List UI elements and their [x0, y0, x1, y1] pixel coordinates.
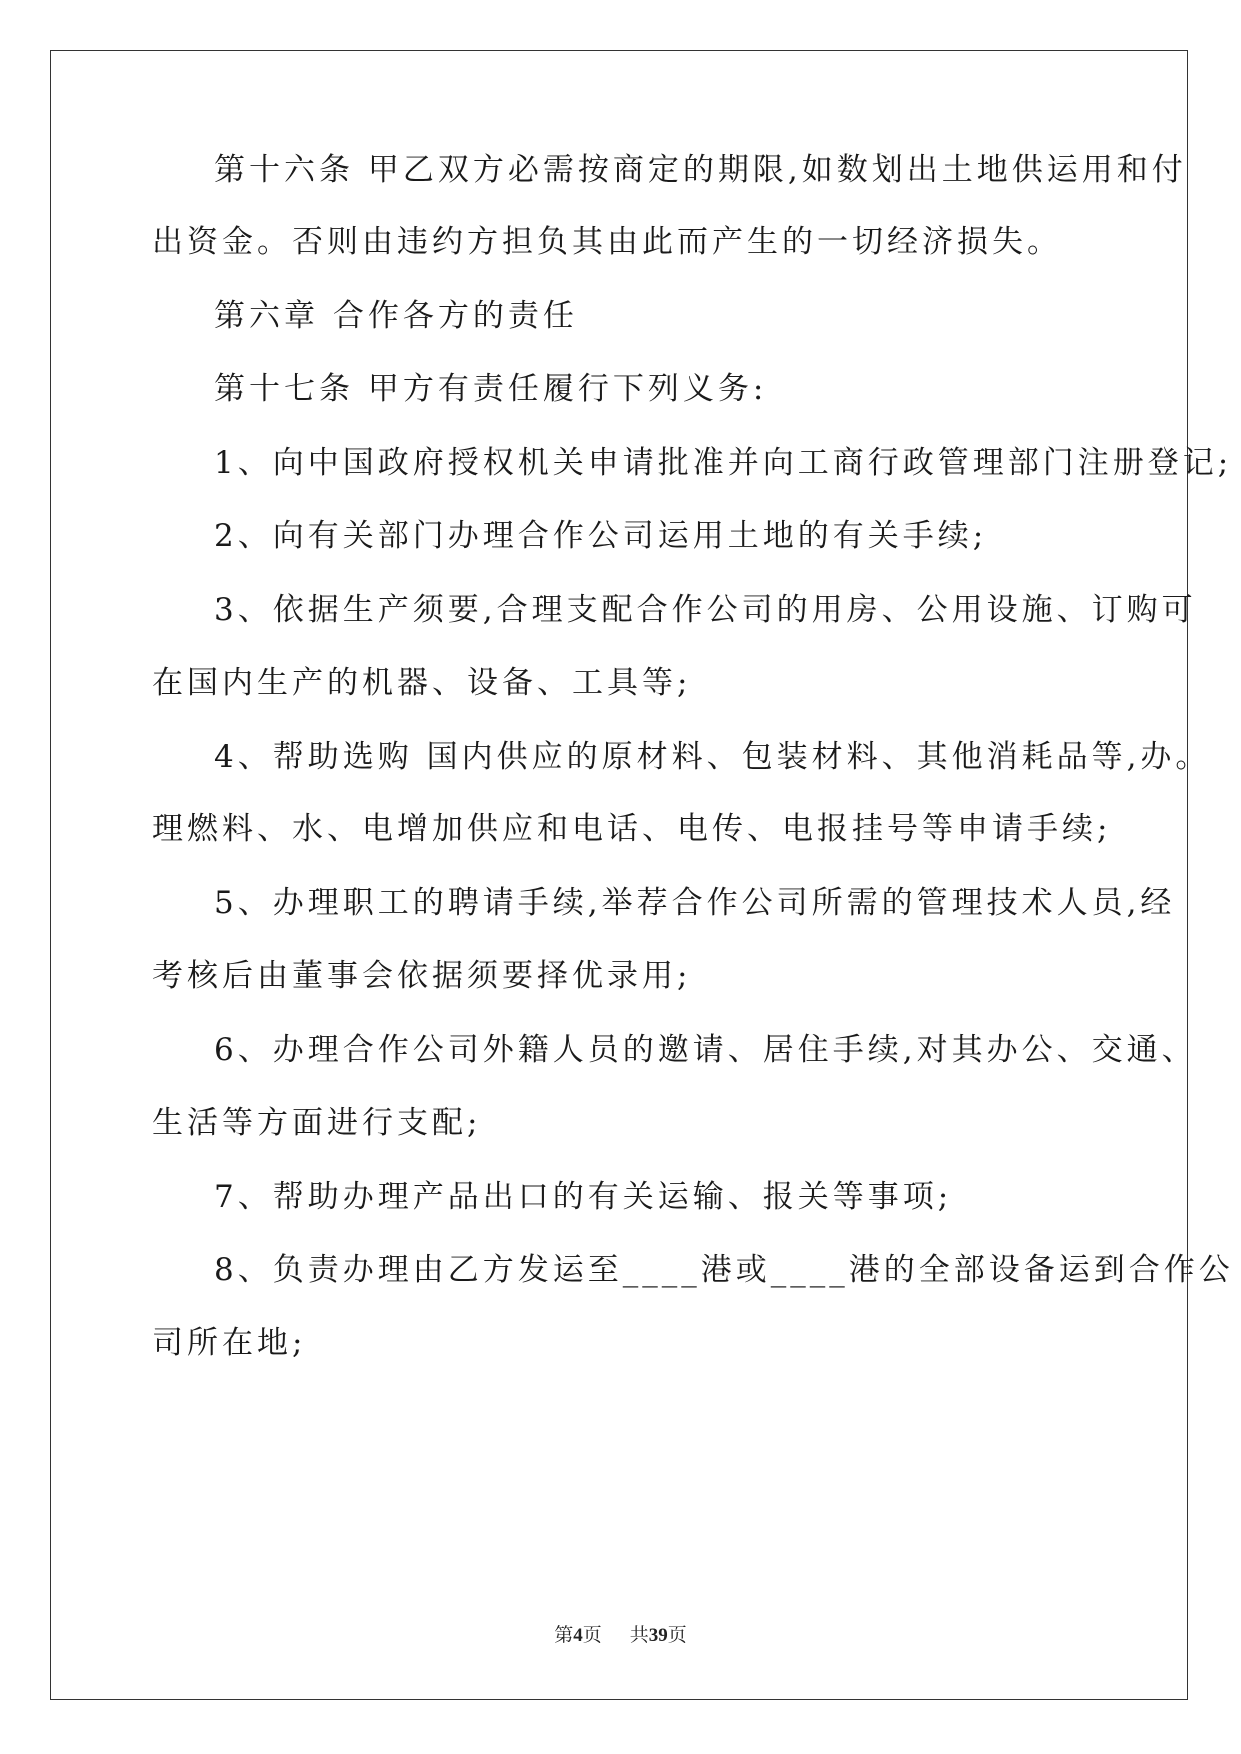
- list-item-continuation: 理燃料、水、电增加供应和电话、电传、电报挂号等申请手续;: [152, 811, 1112, 847]
- list-item-continuation: 考核后由董事会依据须要择优录用;: [152, 958, 692, 994]
- total-pages: 39: [648, 1625, 668, 1646]
- list-item: 8、负责办理由乙方发运至____港或____港的全部设备运到合作公: [214, 1252, 1234, 1288]
- page-prefix: 第: [554, 1625, 574, 1646]
- list-item: 3、依据生产须要,合理支配合作公司的用房、公用设施、订购可: [214, 592, 1197, 628]
- page-footer: [0, 1620, 1241, 1647]
- list-item: 1、向中国政府授权机关申请批准并向工商行政管理部门注册登记;: [214, 445, 1233, 481]
- list-item-continuation: 司所在地;: [152, 1325, 307, 1361]
- list-item-continuation: 生活等方面进行支配;: [152, 1105, 482, 1141]
- list-item: 6、办理合作公司外籍人员的邀请、居住手续,对其办公、交通、: [214, 1032, 1197, 1068]
- list-item: 5、办理职工的聘请手续,举荐合作公司所需的管理技术人员,经: [214, 885, 1176, 921]
- list-item-continuation: 在国内生产的机器、设备、工具等;: [152, 665, 692, 701]
- list-item: 2、向有关部门办理合作公司运用土地的有关手续;: [214, 518, 988, 554]
- page-number: 4: [573, 1625, 583, 1646]
- article-heading: 第十七条 甲方有责任履行下列义务:: [214, 371, 768, 407]
- total-suffix: 页: [667, 1625, 687, 1646]
- paragraph-line: 出资金。否则由违约方担负其由此而产生的一切经济损失。: [152, 224, 1062, 260]
- chapter-heading: 第六章 合作各方的责任: [214, 298, 578, 334]
- paragraph-line: 第十六条 甲乙双方必需按商定的期限,如数划出土地供运用和付: [214, 152, 1187, 188]
- list-item: 4、帮助选购 国内供应的原材料、包装材料、其他消耗品等,办。: [214, 739, 1211, 775]
- page-suffix: 页: [582, 1625, 602, 1646]
- total-prefix: 共: [629, 1625, 649, 1646]
- list-item: 7、帮助办理产品出口的有关运输、报关等事项;: [214, 1179, 953, 1215]
